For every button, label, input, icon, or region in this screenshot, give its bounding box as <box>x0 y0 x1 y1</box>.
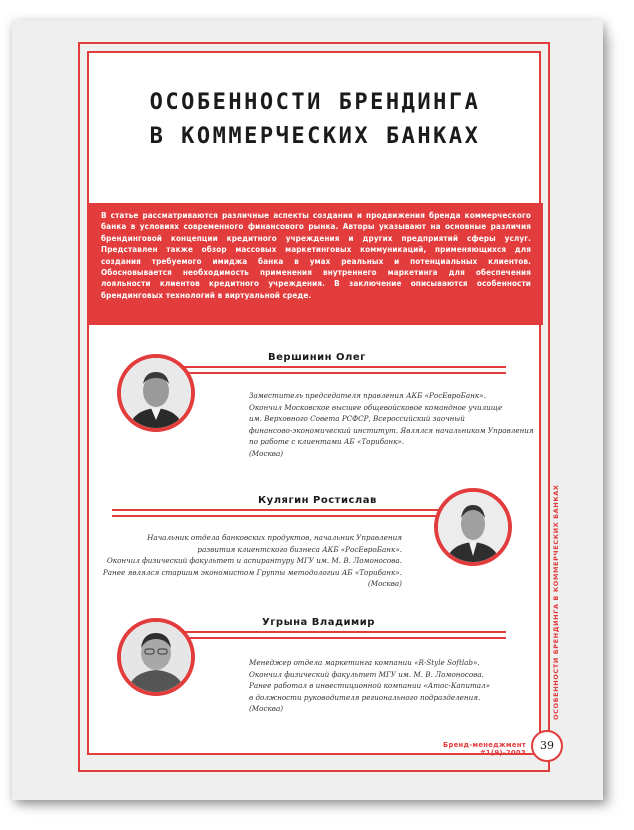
author-2-bio-line-2: развития клиентского бизнеса АКБ «РосЕвроБанк». <box>197 544 402 554</box>
portrait-1-icon <box>121 358 191 428</box>
author-1-bio-line-4: финансово-экономический институт. Являлся начальником Управления <box>249 425 534 435</box>
author-2-bio-line-1: Начальник отдела банковских продуктов, начальник Управления <box>147 533 402 542</box>
side-running-title: ОСОБЕННОСТИ БРЕНДИНГА В КОММЕРЧЕСКИХ БАНКАХ <box>552 484 560 720</box>
journal-footer: Бренд-менеджмент #1(9)-2003 <box>443 741 526 757</box>
portrait-2-icon <box>438 492 508 562</box>
page-number: 39 <box>531 730 563 762</box>
author-3-bio <box>249 657 539 715</box>
portrait-3-icon <box>121 622 191 692</box>
author-2-rule-top <box>112 509 452 511</box>
article-lead: В статье рассматриваются различные аспекты создания и продвижения бренда коммерческого банка в условиях современного финансового рынка. Авторы указывают на основные различия брендинговой концепции кредитного учреждения и других предприятий сферы услуг. Представлен также обзор массовых маркетинговых коммуникаций, применяющихся для создания требуемого имиджа банка в умах реальных и потенциальных клиентов. Обосновывается необходимость применения внутреннего маркетинга для обеспечения лояльности клиентов кредитного учреждения. В заключение описываются особенности брендинговых технологий в виртуальной среде. <box>87 203 543 325</box>
author-2-bio <box>100 532 402 590</box>
author-2-rule-bottom <box>112 515 452 517</box>
author-1-name: Вершинин Олег <box>268 352 366 363</box>
title-line-2: В КОММЕРЧЕСКИХ БАНКАХ <box>149 124 481 149</box>
author-1-rule-top <box>176 366 506 368</box>
author-1-bio <box>249 390 539 460</box>
author-3-rule-bottom <box>176 637 506 639</box>
author-1-bio-line-2: Окончил Московское высшее общевойсковое командное училище <box>249 402 503 412</box>
author-3-bio-line-1: Менеджер отдела маркетинга компании «R-Style Softlab». <box>249 658 480 667</box>
author-1-photo <box>117 354 195 432</box>
author-1-bio-line-1: Заместитель председателя правления АКБ «РосЕвроБанк». <box>249 391 486 400</box>
author-1-bio-line-3: им. Верховного Совета РСФСР, Всероссийский заочный <box>249 414 465 424</box>
author-1-bio-line-5: по работе с клиентами АБ «Торибанк». <box>249 437 405 447</box>
author-2-bio-line-5: (Москва) <box>367 579 402 589</box>
author-3-name: Угрына Владимир <box>262 617 375 628</box>
author-3-rule-top <box>176 631 506 633</box>
author-3-bio-line-2: Окончил физический факультет МГУ им. М. В. Ломоносова. <box>249 669 484 679</box>
title-line-1: ОСОБЕННОСТИ БРЕНДИНГА <box>149 90 481 115</box>
author-3-bio-line-3: Ранее работал в инвестиционной компании «Атос-Капитал» <box>249 681 491 691</box>
article-title <box>100 86 530 154</box>
author-2-bio-line-4: Ранее являлся старшим экономистом Группы методологии АБ «Торибанк». <box>102 567 402 577</box>
author-3-bio-line-4: в должности руководителя регионального подразделения. <box>249 692 481 702</box>
author-2-name: Кулягин Ростислав <box>258 495 377 506</box>
author-1-bio-line-6: (Москва) <box>249 448 284 458</box>
author-2-bio-line-3: Окончил физический факультет и аспирантуру МГУ им. М. В. Ломоносова. <box>106 556 402 566</box>
author-2-photo <box>434 488 512 566</box>
author-3-photo <box>117 618 195 696</box>
author-1-rule-bottom <box>176 372 506 374</box>
author-3-bio-line-5: (Москва) <box>249 704 284 714</box>
